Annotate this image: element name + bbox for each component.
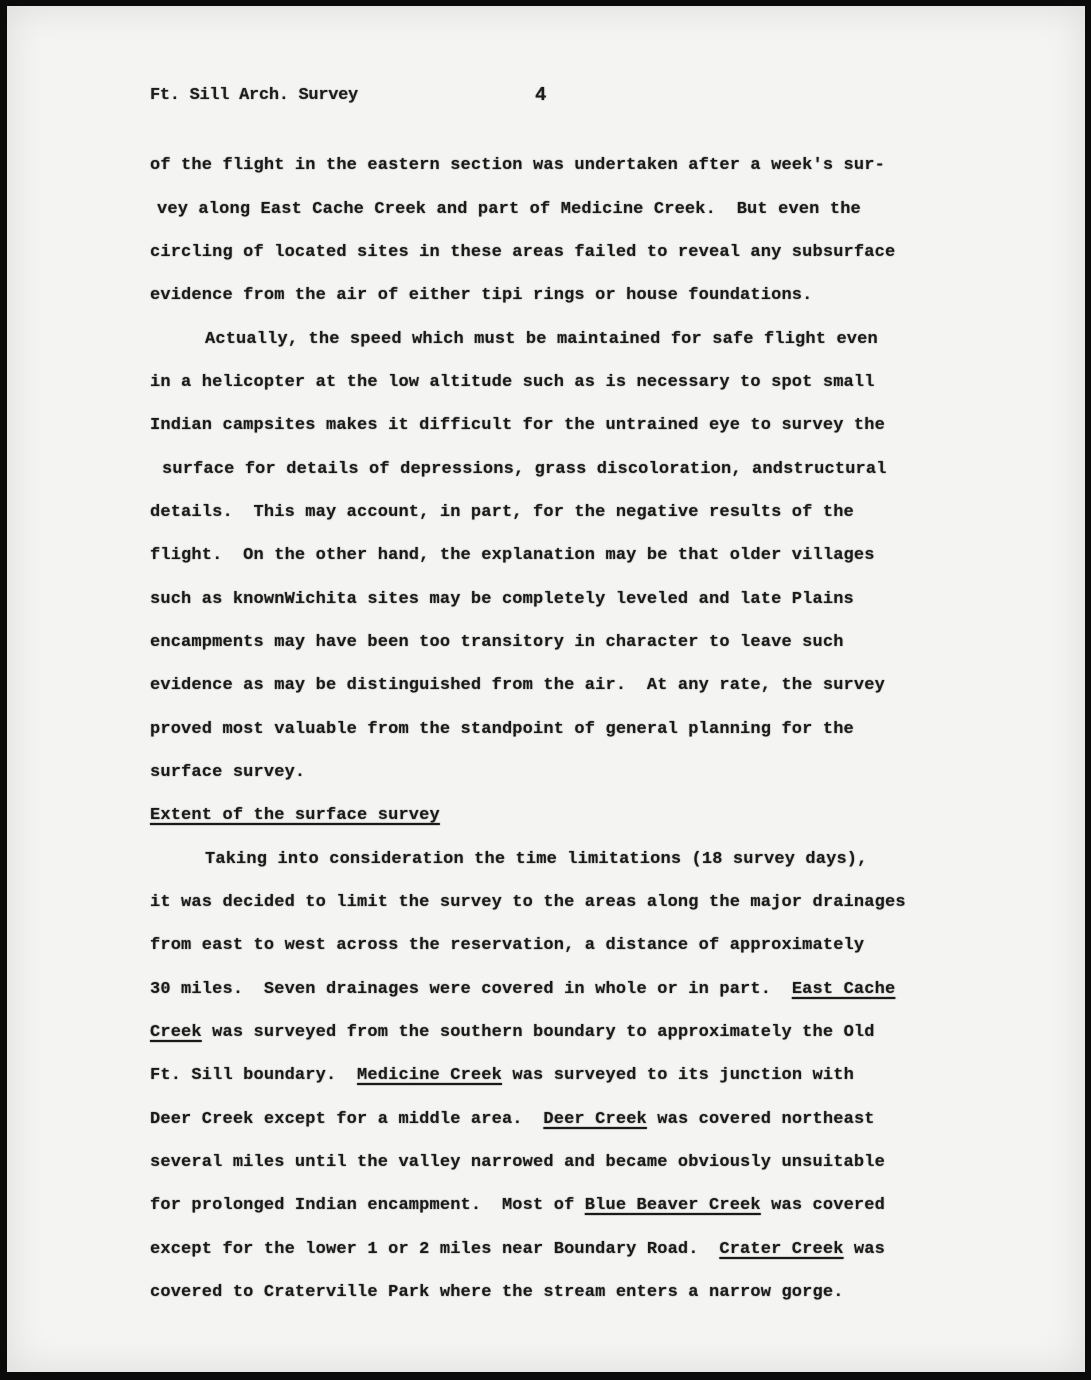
text-line: several miles until the valley narrowed and became obviously unsuitable: [150, 1153, 885, 1172]
text-run: was surveyed from the southern boundary to approximately the Old: [201, 1023, 875, 1042]
text-run: was covered: [760, 1196, 885, 1215]
text-line: [150, 1023, 875, 1042]
text-run: Ft. Sill boundary.: [150, 1066, 358, 1085]
text-line: surface survey.: [150, 763, 306, 782]
creek-name: Deer Creek: [543, 1110, 647, 1129]
text-run: 30 miles. Seven drainages were covered in whole or in part.: [150, 980, 792, 999]
typewritten-page: [7, 6, 1085, 1372]
text-line: [150, 1240, 885, 1259]
running-title: Ft. Sill Arch. Survey: [150, 86, 358, 105]
creek-name: Creek: [150, 1023, 202, 1042]
text-line: circling of located sites in these areas failed to reveal any subsurface: [150, 243, 896, 262]
text-line: encampments may have been too transitory in character to leave such: [150, 633, 844, 652]
text-line: covered to Craterville Park where the stream enters a narrow gorge.: [150, 1283, 844, 1302]
text-line: proved most valuable from the standpoint of general planning for the: [150, 720, 854, 739]
text-line: in a helicopter at the low altitude such as is necessary to spot small: [150, 373, 875, 392]
text-run: except for the lower 1 or 2 miles near Boundary Road.: [150, 1240, 720, 1259]
text-run: for prolonged Indian encampment. Most of: [150, 1196, 585, 1215]
text-run: was: [843, 1240, 885, 1259]
text-line: flight. On the other hand, the explanation may be that older villages: [150, 546, 875, 565]
text-line: such as knownWichita sites may be completely leveled and late Plains: [150, 590, 854, 609]
text-line: of the flight in the eastern section was undertaken after a week's sur-: [150, 156, 885, 175]
text-line: Actually, the speed which must be maintained for safe flight even: [205, 330, 878, 349]
section-heading: Extent of the surface survey: [150, 806, 440, 825]
text-line: [150, 980, 895, 999]
text-line: Indian campsites makes it difficult for the untrained eye to survey the: [150, 416, 885, 435]
text-run: was surveyed to its junction with: [501, 1066, 854, 1085]
text-line: Taking into consideration the time limitations (18 survey days),: [205, 850, 868, 869]
creek-name: East Cache: [791, 980, 896, 999]
creek-name: Crater Creek: [719, 1240, 844, 1259]
creek-name: Medicine Creek: [357, 1066, 502, 1085]
page-number: 4: [535, 84, 547, 106]
text-line: [150, 1196, 885, 1215]
text-line: vey along East Cache Creek and part of Medicine Creek. But even the: [157, 200, 861, 219]
text-line: [150, 1066, 854, 1085]
text-line: evidence from the air of either tipi rings or house foundations.: [150, 286, 813, 305]
text-line: evidence as may be distinguished from the air. At any rate, the survey: [150, 676, 885, 695]
text-line: [150, 1110, 875, 1129]
text-line: details. This may account, in part, for the negative results of the: [150, 503, 854, 522]
text-line: from east to west across the reservation, a distance of approximately: [150, 936, 865, 955]
text-run: was covered northeast: [646, 1110, 875, 1129]
creek-name: Blue Beaver Creek: [584, 1196, 761, 1215]
text-line: it was decided to limit the survey to the areas along the major drainages: [150, 893, 906, 912]
text-run: Deer Creek except for a middle area.: [150, 1110, 544, 1129]
text-line: surface for details of depressions, grass discoloration, andstructural: [162, 460, 887, 479]
